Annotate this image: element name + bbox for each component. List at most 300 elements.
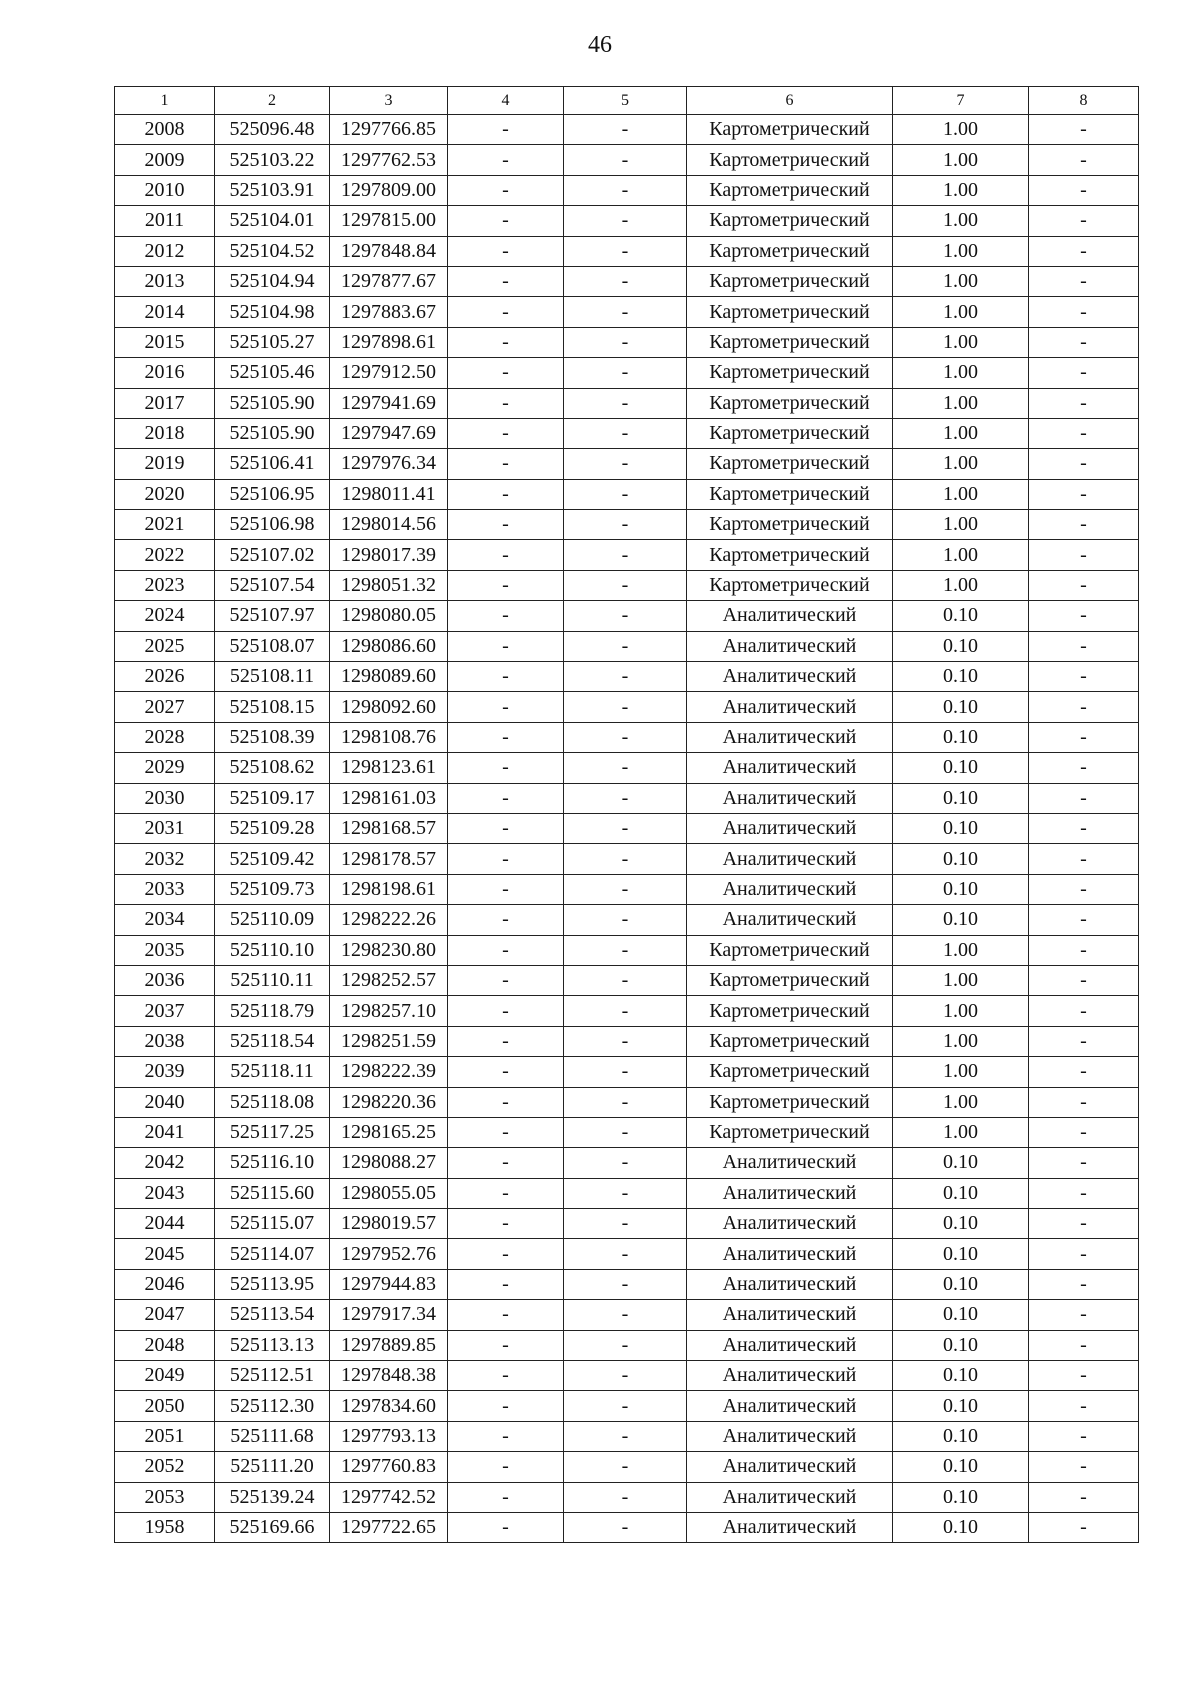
cell-method: Аналитический [687, 692, 893, 722]
cell-method: Картометрический [687, 206, 893, 236]
cell-accuracy: 1.00 [893, 1087, 1029, 1117]
cell-coord-x: 525107.02 [215, 540, 330, 570]
cell-col-4: - [448, 996, 564, 1026]
cell-col-5: - [564, 1361, 687, 1391]
cell-coord-y: 1298222.26 [330, 905, 448, 935]
cell-col-4: - [448, 1361, 564, 1391]
cell-coord-x: 525169.66 [215, 1512, 330, 1542]
cell-accuracy: 0.10 [893, 905, 1029, 935]
cell-coord-x: 525104.94 [215, 266, 330, 296]
cell-col-8: - [1029, 1300, 1139, 1330]
table-row [115, 449, 1139, 479]
cell-method: Аналитический [687, 1330, 893, 1360]
table-row [115, 1026, 1139, 1056]
cell-col-5: - [564, 722, 687, 752]
cell-coord-y: 1298092.60 [330, 692, 448, 722]
cell-point-number: 2042 [115, 1148, 215, 1178]
cell-col-4: - [448, 813, 564, 843]
table-row [115, 1482, 1139, 1512]
cell-col-4: - [448, 1512, 564, 1542]
cell-coord-y: 1297760.83 [330, 1452, 448, 1482]
cell-point-number: 2050 [115, 1391, 215, 1421]
cell-coord-y: 1297898.61 [330, 327, 448, 357]
cell-col-8: - [1029, 266, 1139, 296]
table-row [115, 1361, 1139, 1391]
cell-method: Аналитический [687, 1300, 893, 1330]
cell-col-5: - [564, 813, 687, 843]
cell-col-4: - [448, 1117, 564, 1147]
cell-method: Картометрический [687, 236, 893, 266]
cell-coord-y: 1298161.03 [330, 783, 448, 813]
cell-method: Картометрический [687, 145, 893, 175]
cell-coord-y: 1298055.05 [330, 1178, 448, 1208]
cell-coord-y: 1297809.00 [330, 175, 448, 205]
cell-col-5: - [564, 1239, 687, 1269]
cell-method: Картометрический [687, 1057, 893, 1087]
cell-col-4: - [448, 1087, 564, 1117]
table-row [115, 813, 1139, 843]
cell-coord-x: 525109.17 [215, 783, 330, 813]
cell-col-8: - [1029, 449, 1139, 479]
cell-col-4: - [448, 1209, 564, 1239]
cell-accuracy: 1.00 [893, 206, 1029, 236]
cell-method: Аналитический [687, 783, 893, 813]
cell-method: Картометрический [687, 935, 893, 965]
cell-col-4: - [448, 601, 564, 631]
cell-col-5: - [564, 1178, 687, 1208]
cell-method: Картометрический [687, 1087, 893, 1117]
cell-coord-x: 525108.11 [215, 662, 330, 692]
cell-col-4: - [448, 1239, 564, 1269]
cell-accuracy: 0.10 [893, 1452, 1029, 1482]
cell-accuracy: 0.10 [893, 631, 1029, 661]
table-row [115, 1269, 1139, 1299]
table-row [115, 206, 1139, 236]
cell-col-8: - [1029, 570, 1139, 600]
cell-col-5: - [564, 570, 687, 600]
table-row [115, 266, 1139, 296]
cell-col-8: - [1029, 935, 1139, 965]
cell-col-8: - [1029, 1452, 1139, 1482]
cell-col-4: - [448, 327, 564, 357]
table-row [115, 1178, 1139, 1208]
cell-col-8: - [1029, 510, 1139, 540]
cell-col-8: - [1029, 358, 1139, 388]
cell-accuracy: 1.00 [893, 479, 1029, 509]
cell-col-4: - [448, 935, 564, 965]
cell-col-5: - [564, 783, 687, 813]
cell-col-5: - [564, 1482, 687, 1512]
cell-point-number: 2034 [115, 905, 215, 935]
cell-point-number: 2041 [115, 1117, 215, 1147]
cell-coord-y: 1297762.53 [330, 145, 448, 175]
cell-accuracy: 1.00 [893, 175, 1029, 205]
cell-col-8: - [1029, 1512, 1139, 1542]
cell-accuracy: 0.10 [893, 692, 1029, 722]
cell-method: Аналитический [687, 1452, 893, 1482]
cell-accuracy: 0.10 [893, 1421, 1029, 1451]
cell-method: Аналитический [687, 1512, 893, 1542]
cell-col-4: - [448, 874, 564, 904]
cell-coord-x: 525113.13 [215, 1330, 330, 1360]
cell-accuracy: 1.00 [893, 358, 1029, 388]
cell-col-8: - [1029, 206, 1139, 236]
cell-point-number: 2052 [115, 1452, 215, 1482]
cell-coord-x: 525109.73 [215, 874, 330, 904]
cell-col-8: - [1029, 175, 1139, 205]
table-row [115, 662, 1139, 692]
cell-col-4: - [448, 692, 564, 722]
cell-accuracy: 0.10 [893, 722, 1029, 752]
cell-col-8: - [1029, 418, 1139, 448]
table-row [115, 418, 1139, 448]
cell-coord-y: 1298222.39 [330, 1057, 448, 1087]
cell-col-5: - [564, 449, 687, 479]
cell-coord-x: 525118.08 [215, 1087, 330, 1117]
cell-method: Картометрический [687, 175, 893, 205]
cell-col-5: - [564, 662, 687, 692]
cell-point-number: 2033 [115, 874, 215, 904]
column-header-6: 6 [687, 87, 893, 115]
cell-coord-y: 1298108.76 [330, 722, 448, 752]
cell-coord-x: 525118.79 [215, 996, 330, 1026]
cell-point-number: 2036 [115, 965, 215, 995]
cell-point-number: 2030 [115, 783, 215, 813]
cell-accuracy: 0.10 [893, 1391, 1029, 1421]
cell-col-5: - [564, 905, 687, 935]
cell-col-5: - [564, 1087, 687, 1117]
cell-col-8: - [1029, 753, 1139, 783]
cell-coord-x: 525103.91 [215, 175, 330, 205]
cell-point-number: 2010 [115, 175, 215, 205]
cell-col-4: - [448, 570, 564, 600]
cell-point-number: 2015 [115, 327, 215, 357]
cell-col-8: - [1029, 874, 1139, 904]
cell-accuracy: 1.00 [893, 449, 1029, 479]
table-row [115, 540, 1139, 570]
cell-col-8: - [1029, 1148, 1139, 1178]
cell-accuracy: 1.00 [893, 297, 1029, 327]
cell-accuracy: 0.10 [893, 1178, 1029, 1208]
cell-point-number: 2022 [115, 540, 215, 570]
cell-coord-y: 1297722.65 [330, 1512, 448, 1542]
cell-col-8: - [1029, 813, 1139, 843]
cell-coord-x: 525139.24 [215, 1482, 330, 1512]
table-row [115, 1330, 1139, 1360]
cell-col-4: - [448, 662, 564, 692]
cell-accuracy: 1.00 [893, 418, 1029, 448]
cell-col-4: - [448, 175, 564, 205]
cell-col-4: - [448, 844, 564, 874]
table-row [115, 358, 1139, 388]
cell-coord-y: 1297944.83 [330, 1269, 448, 1299]
page-number: 46 [588, 32, 612, 58]
cell-coord-x: 525110.10 [215, 935, 330, 965]
cell-coord-x: 525108.62 [215, 753, 330, 783]
cell-col-5: - [564, 1057, 687, 1087]
cell-col-4: - [448, 297, 564, 327]
cell-coord-y: 1297793.13 [330, 1421, 448, 1451]
cell-coord-y: 1298251.59 [330, 1026, 448, 1056]
cell-col-4: - [448, 388, 564, 418]
cell-col-8: - [1029, 905, 1139, 935]
cell-col-5: - [564, 1391, 687, 1421]
column-header-2: 2 [215, 87, 330, 115]
cell-accuracy: 0.10 [893, 753, 1029, 783]
cell-coord-x: 525115.60 [215, 1178, 330, 1208]
cell-method: Аналитический [687, 722, 893, 752]
table-row [115, 722, 1139, 752]
cell-col-8: - [1029, 1482, 1139, 1512]
cell-col-5: - [564, 874, 687, 904]
cell-accuracy: 0.10 [893, 783, 1029, 813]
cell-coord-y: 1298198.61 [330, 874, 448, 904]
cell-accuracy: 1.00 [893, 965, 1029, 995]
cell-method: Аналитический [687, 1482, 893, 1512]
cell-accuracy: 1.00 [893, 1117, 1029, 1147]
cell-col-5: - [564, 692, 687, 722]
cell-coord-y: 1297941.69 [330, 388, 448, 418]
cell-coord-x: 525106.95 [215, 479, 330, 509]
cell-coord-x: 525109.42 [215, 844, 330, 874]
cell-method: Аналитический [687, 1178, 893, 1208]
cell-col-8: - [1029, 115, 1139, 145]
cell-col-8: - [1029, 1087, 1139, 1117]
cell-coord-x: 525114.07 [215, 1239, 330, 1269]
cell-coord-y: 1298017.39 [330, 540, 448, 570]
cell-point-number: 2027 [115, 692, 215, 722]
cell-coord-y: 1297877.67 [330, 266, 448, 296]
cell-coord-y: 1297815.00 [330, 206, 448, 236]
cell-col-5: - [564, 540, 687, 570]
cell-col-4: - [448, 1300, 564, 1330]
cell-col-8: - [1029, 662, 1139, 692]
cell-point-number: 2043 [115, 1178, 215, 1208]
column-header-8: 8 [1029, 87, 1139, 115]
table-row [115, 783, 1139, 813]
cell-coord-y: 1298123.61 [330, 753, 448, 783]
cell-col-8: - [1029, 236, 1139, 266]
cell-col-4: - [448, 479, 564, 509]
cell-col-5: - [564, 1512, 687, 1542]
cell-point-number: 1958 [115, 1512, 215, 1542]
cell-col-5: - [564, 479, 687, 509]
table-row [115, 570, 1139, 600]
cell-col-8: - [1029, 1239, 1139, 1269]
cell-coord-y: 1298165.25 [330, 1117, 448, 1147]
cell-coord-y: 1298220.36 [330, 1087, 448, 1117]
cell-col-5: - [564, 510, 687, 540]
cell-coord-x: 525105.90 [215, 388, 330, 418]
cell-method: Картометрический [687, 327, 893, 357]
cell-col-5: - [564, 601, 687, 631]
cell-point-number: 2011 [115, 206, 215, 236]
table-row [115, 1300, 1139, 1330]
cell-col-5: - [564, 418, 687, 448]
cell-point-number: 2009 [115, 145, 215, 175]
cell-coord-y: 1298086.60 [330, 631, 448, 661]
cell-col-4: - [448, 510, 564, 540]
cell-accuracy: 0.10 [893, 1269, 1029, 1299]
cell-point-number: 2038 [115, 1026, 215, 1056]
cell-col-4: - [448, 753, 564, 783]
cell-col-8: - [1029, 1209, 1139, 1239]
cell-method: Аналитический [687, 874, 893, 904]
cell-col-5: - [564, 115, 687, 145]
cell-accuracy: 0.10 [893, 662, 1029, 692]
cell-method: Аналитический [687, 1421, 893, 1451]
cell-accuracy: 0.10 [893, 874, 1029, 904]
cell-coord-x: 525105.46 [215, 358, 330, 388]
cell-point-number: 2046 [115, 1269, 215, 1299]
cell-accuracy: 1.00 [893, 510, 1029, 540]
cell-col-5: - [564, 1026, 687, 1056]
cell-coord-y: 1298080.05 [330, 601, 448, 631]
table-row [115, 115, 1139, 145]
cell-coord-y: 1297947.69 [330, 418, 448, 448]
cell-coord-x: 525109.28 [215, 813, 330, 843]
cell-point-number: 2008 [115, 115, 215, 145]
table-row [115, 1512, 1139, 1542]
column-header-5: 5 [564, 87, 687, 115]
cell-coord-y: 1297952.76 [330, 1239, 448, 1269]
cell-coord-y: 1298168.57 [330, 813, 448, 843]
cell-accuracy: 1.00 [893, 115, 1029, 145]
cell-col-5: - [564, 753, 687, 783]
table-row [115, 236, 1139, 266]
cell-accuracy: 0.10 [893, 1330, 1029, 1360]
cell-coord-x: 525112.51 [215, 1361, 330, 1391]
cell-col-4: - [448, 540, 564, 570]
cell-method: Аналитический [687, 1269, 893, 1299]
cell-coord-x: 525105.27 [215, 327, 330, 357]
cell-col-8: - [1029, 540, 1139, 570]
cell-coord-y: 1297834.60 [330, 1391, 448, 1421]
cell-col-4: - [448, 266, 564, 296]
cell-method: Картометрический [687, 965, 893, 995]
cell-point-number: 2044 [115, 1209, 215, 1239]
cell-point-number: 2051 [115, 1421, 215, 1451]
cell-coord-y: 1298011.41 [330, 479, 448, 509]
cell-method: Картометрический [687, 540, 893, 570]
cell-point-number: 2021 [115, 510, 215, 540]
cell-col-5: - [564, 206, 687, 236]
cell-col-8: - [1029, 1361, 1139, 1391]
cell-method: Картометрический [687, 479, 893, 509]
cell-col-4: - [448, 358, 564, 388]
cell-point-number: 2029 [115, 753, 215, 783]
cell-col-4: - [448, 449, 564, 479]
cell-col-4: - [448, 1026, 564, 1056]
column-header-3: 3 [330, 87, 448, 115]
cell-method: Картометрический [687, 449, 893, 479]
cell-coord-x: 525116.10 [215, 1148, 330, 1178]
cell-col-8: - [1029, 1421, 1139, 1451]
cell-coord-y: 1297848.38 [330, 1361, 448, 1391]
cell-col-5: - [564, 1117, 687, 1147]
table-row [115, 996, 1139, 1026]
cell-coord-x: 525105.90 [215, 418, 330, 448]
table-row [115, 1391, 1139, 1421]
cell-coord-x: 525113.54 [215, 1300, 330, 1330]
cell-point-number: 2025 [115, 631, 215, 661]
cell-point-number: 2047 [115, 1300, 215, 1330]
cell-method: Картометрический [687, 266, 893, 296]
table-row [115, 965, 1139, 995]
cell-col-4: - [448, 206, 564, 236]
cell-point-number: 2020 [115, 479, 215, 509]
cell-col-4: - [448, 965, 564, 995]
cell-coord-y: 1298252.57 [330, 965, 448, 995]
cell-method: Аналитический [687, 1239, 893, 1269]
cell-point-number: 2012 [115, 236, 215, 266]
cell-accuracy: 1.00 [893, 935, 1029, 965]
cell-col-4: - [448, 1178, 564, 1208]
cell-coord-x: 525096.48 [215, 115, 330, 145]
cell-col-8: - [1029, 1178, 1139, 1208]
table-row [115, 692, 1139, 722]
cell-accuracy: 1.00 [893, 266, 1029, 296]
cell-col-8: - [1029, 844, 1139, 874]
cell-method: Аналитический [687, 813, 893, 843]
cell-col-8: - [1029, 631, 1139, 661]
cell-col-5: - [564, 996, 687, 1026]
cell-col-5: - [564, 358, 687, 388]
cell-col-5: - [564, 1452, 687, 1482]
cell-coord-y: 1297976.34 [330, 449, 448, 479]
table-row [115, 510, 1139, 540]
cell-point-number: 2045 [115, 1239, 215, 1269]
cell-coord-y: 1298051.32 [330, 570, 448, 600]
cell-coord-y: 1298019.57 [330, 1209, 448, 1239]
column-header-1: 1 [115, 87, 215, 115]
table-row [115, 145, 1139, 175]
column-header-7: 7 [893, 87, 1029, 115]
cell-accuracy: 1.00 [893, 388, 1029, 418]
cell-col-5: - [564, 965, 687, 995]
cell-coord-x: 525110.11 [215, 965, 330, 995]
cell-col-5: - [564, 175, 687, 205]
cell-col-8: - [1029, 722, 1139, 752]
cell-coord-x: 525117.25 [215, 1117, 330, 1147]
cell-method: Картометрический [687, 1117, 893, 1147]
cell-col-4: - [448, 1269, 564, 1299]
cell-coord-y: 1297742.52 [330, 1482, 448, 1512]
cell-accuracy: 1.00 [893, 327, 1029, 357]
cell-method: Картометрический [687, 388, 893, 418]
cell-col-5: - [564, 935, 687, 965]
cell-method: Аналитический [687, 905, 893, 935]
cell-col-5: - [564, 266, 687, 296]
cell-method: Аналитический [687, 601, 893, 631]
cell-coord-x: 525104.52 [215, 236, 330, 266]
cell-col-8: - [1029, 783, 1139, 813]
cell-point-number: 2049 [115, 1361, 215, 1391]
cell-col-8: - [1029, 1391, 1139, 1421]
cell-coord-y: 1297889.85 [330, 1330, 448, 1360]
cell-col-5: - [564, 1421, 687, 1451]
cell-col-4: - [448, 1148, 564, 1178]
cell-accuracy: 1.00 [893, 570, 1029, 600]
cell-col-4: - [448, 1330, 564, 1360]
cell-accuracy: 0.10 [893, 1512, 1029, 1542]
cell-col-4: - [448, 631, 564, 661]
cell-col-5: - [564, 1148, 687, 1178]
cell-col-5: - [564, 388, 687, 418]
cell-coord-x: 525103.22 [215, 145, 330, 175]
table-row [115, 327, 1139, 357]
table-row [115, 631, 1139, 661]
